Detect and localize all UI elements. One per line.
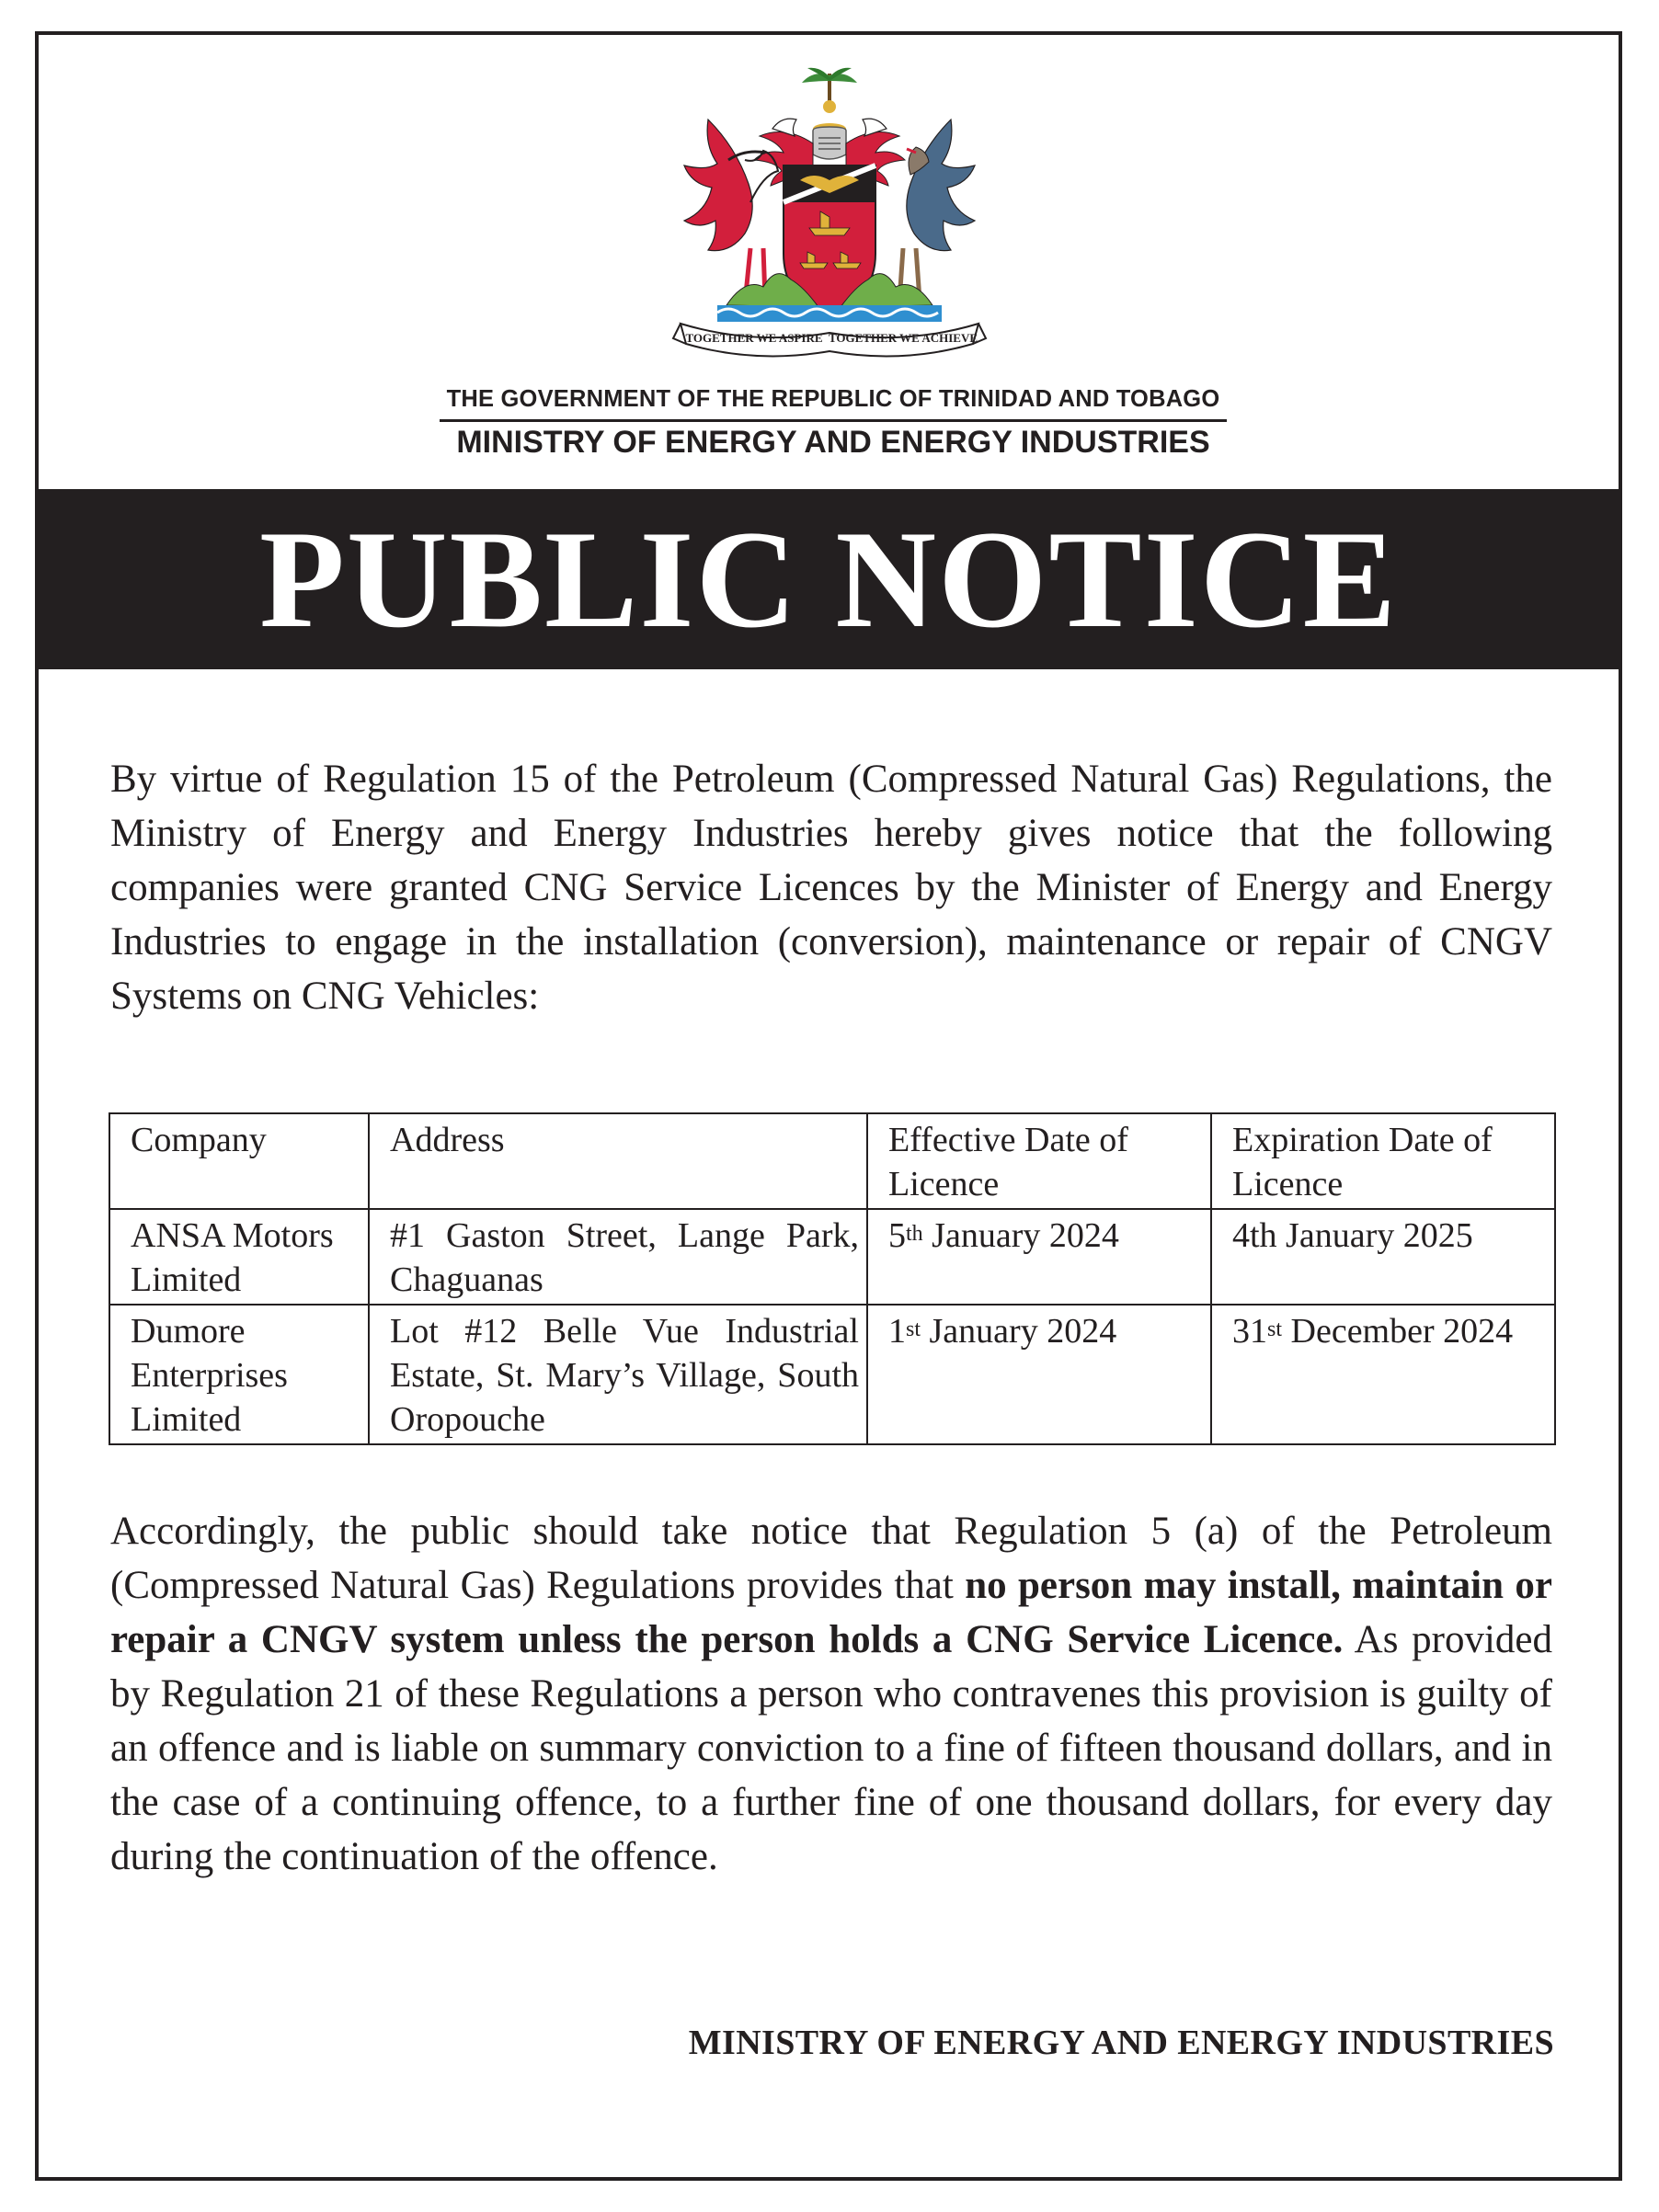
table-row	[109, 1209, 1555, 1305]
column-header-address: Address	[369, 1113, 867, 1209]
column-header-expiration-date: Expiration Date of Licence	[1211, 1113, 1555, 1209]
intro-paragraph: By virtue of Regulation 15 of the Petroleum (Compressed Natural Gas) Regulations, the Ministry of Energy and Energy Industries hereby gives notice that the following companies were granted CNG Service Licences by the Minister of Energy and Energy Industries to engage in the installation (conversion), maintenance or repair of CNGV Systems on CNG Vehicles:	[110, 758, 1552, 1018]
expiration-month-year: December 2024	[1282, 1312, 1514, 1351]
coat-of-arms-emblem	[662, 64, 997, 368]
company-cell: ANSA Motors Limited	[109, 1209, 369, 1305]
expiration-day: 31	[1232, 1312, 1267, 1351]
licence-table	[109, 1112, 1556, 1445]
palm-crest	[802, 68, 857, 113]
motto-left-text: TOGETHER WE ASPIRE	[685, 331, 823, 345]
expiration-date-cell	[1211, 1305, 1555, 1444]
effective-day-suffix: th	[906, 1222, 923, 1246]
column-header-effective-date: Effective Date of Licence	[867, 1113, 1211, 1209]
effective-month-year: January 2024	[921, 1312, 1117, 1351]
column-header-company: Company	[109, 1113, 369, 1209]
helmet	[813, 123, 846, 159]
effective-day: 5	[888, 1216, 906, 1255]
table-header-row	[109, 1113, 1555, 1209]
heading-divider	[440, 419, 1227, 422]
notice-bold-warning: no person may install, maintain or repair a CNGV system unless the person holds a CNG Service Licence.	[110, 1564, 1552, 1661]
table-row	[109, 1305, 1555, 1444]
motto-scroll	[673, 324, 986, 356]
cocrico-supporter	[899, 120, 975, 302]
ministry-signature: MINISTRY OF ENERGY AND ENERGY INDUSTRIES	[688, 2024, 1554, 2062]
notice-text-part1: Accordingly, the public should take notice that Regulation 5 (a) of the Petroleum (Compressed Natural Gas) Regulations provides that	[110, 1510, 1552, 1607]
notice-paragraph	[110, 1504, 1552, 1884]
notice-text-part2: As provided by Regulation 21 of these Regulations a person who contravenes this provision is guilty of an offence and is liable on summary conviction to a fine of fifteen thousand dollars, and in the case of a continuing offence, to a further fine of one thousand dollars, for every day during the continuation of the offence.	[110, 1618, 1552, 1878]
public-notice-banner: PUBLIC NOTICE	[39, 489, 1619, 669]
ministry-heading: MINISTRY OF ENERGY AND ENERGY INDUSTRIES	[456, 425, 1210, 460]
effective-day-suffix: st	[906, 1317, 921, 1341]
company-cell: Dumore Enterprises Limited	[109, 1305, 369, 1444]
motto-right-text: TOGETHER WE ACHIEVE	[828, 331, 978, 345]
effective-month-year: January 2024	[922, 1216, 1119, 1255]
expiration-day-suffix: st	[1267, 1317, 1283, 1341]
effective-day: 1	[888, 1312, 906, 1351]
scarlet-ibis-supporter	[684, 120, 778, 303]
effective-date-cell	[867, 1305, 1211, 1444]
expiration-date-cell: 4th January 2025	[1211, 1209, 1555, 1305]
sea-waves	[717, 305, 942, 322]
effective-date-cell	[867, 1209, 1211, 1305]
government-heading: THE GOVERNMENT OF THE REPUBLIC OF TRINIDAD AND TOBAGO	[446, 386, 1220, 412]
address-cell: Lot #12 Belle Vue Industrial Estate, St. Mary’s Village, South Oropouche	[369, 1305, 867, 1444]
address-cell: #1 Gaston Street, Lange Park, Chaguanas	[369, 1209, 867, 1305]
